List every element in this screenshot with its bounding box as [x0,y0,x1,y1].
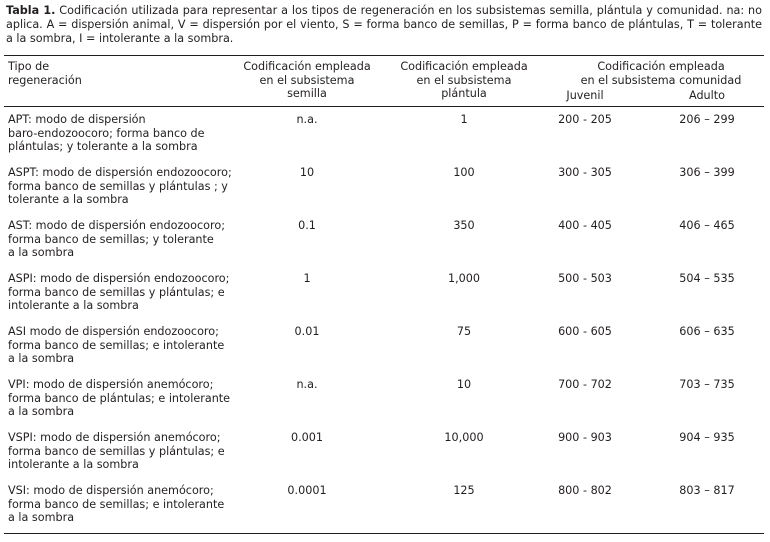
row-4-plantula: 1,000 [447,272,481,285]
header-comunidad: Codificación empleada en el subsistema comunidad [580,60,742,87]
row-8-plantula: 125 [453,484,475,497]
row-7-tipo: VSPI: modo de dispersión anemócoro; forma banco de semillas y plántulas; e intolerante a la sombra [8,431,225,471]
row-2-adulto: 306 – 399 [679,166,735,179]
header-plantula: Codificación empleada en el subsistema plántula [400,60,528,100]
row-2-tipo: ASPT: modo de dispersión endozoocoro; forma banco de semillas y plántulas ; y tolerante a la sombra [8,166,232,206]
row-2-plantula: 100 [453,166,475,179]
row-7-juvenil: 900 - 903 [558,431,612,444]
row-2-juvenil: 300 - 305 [558,166,612,179]
caption-text: Codificación utilizada para representar a los tipos de regeneración en los subsistemas semilla, plántula y comunidad. na: no aplica. A = dispersión animal, V = dispersión por el viento, S = forma banco de semillas, P = forma banco de plántulas, T = tolerante a la sombra, I = intolerante a la sombra. [6,4,762,45]
row-6-plantula: 10 [456,378,472,391]
row-3-adulto: 406 – 465 [679,219,735,232]
row-5-plantula: 75 [456,325,472,338]
row-5-tipo: ASI modo de dispersión endozoocoro; forma banco de semillas; e intolerante a la sombra [8,325,225,365]
top-rule [4,55,764,56]
row-8-tipo: VSI: modo de dispersión anemócoro; forma banco de semillas; e intolerante a la sombra [8,484,225,524]
header-semilla: Codificación empleada en el subsistema semilla [243,60,371,100]
row-8-juvenil: 800 - 802 [558,484,612,497]
row-3-plantula: 350 [453,219,475,232]
header-juvenil: Juvenil [566,89,604,102]
row-5-semilla: 0.01 [294,325,320,338]
row-7-semilla: 0.001 [290,431,324,444]
row-1-semilla: n.a. [296,113,318,126]
header-adulto: Adulto [689,89,725,102]
row-2-semilla: 10 [299,166,315,179]
row-4-tipo: ASPI: modo de dispersión endozoocoro; forma banco de semillas y plántulas; e intolerante a la sombra [8,272,230,312]
row-3-semilla: 0.1 [298,219,316,232]
caption-label: Tabla 1. [6,4,56,17]
row-7-plantula: 10,000 [444,431,484,444]
table-caption [6,4,762,46]
row-6-semilla: n.a. [296,378,318,391]
row-3-juvenil: 400 - 405 [558,219,612,232]
row-1-plantula: 1 [460,113,468,126]
row-5-adulto: 606 – 635 [679,325,735,338]
row-1-adulto: 206 – 299 [679,113,735,126]
row-4-juvenil: 500 - 503 [558,272,612,285]
header-rule [4,106,764,107]
row-6-juvenil: 700 - 702 [558,378,612,391]
row-3-tipo: AST: modo de dispersión endozoocoro; forma banco de semillas; y tolerante a la sombra [8,219,225,259]
row-1-tipo: APT: modo de dispersión baro-endozoocoro; forma banco de plántulas; y tolerante a la sombra [8,113,205,153]
row-4-adulto: 504 – 535 [679,272,735,285]
row-6-tipo: VPI: modo de dispersión anemócoro; forma banco de plántulas; e intolerante a la sombra [8,378,231,418]
row-1-juvenil: 200 - 205 [558,113,612,126]
row-6-adulto: 703 – 735 [679,378,735,391]
header-tipo: Tipo de regeneración [8,60,82,87]
row-8-adulto: 803 – 817 [679,484,735,497]
row-4-semilla: 1 [303,272,311,285]
row-5-juvenil: 600 - 605 [558,325,612,338]
bottom-rule [4,533,764,534]
row-8-semilla: 0.0001 [287,484,327,497]
row-7-adulto: 904 – 935 [679,431,735,444]
